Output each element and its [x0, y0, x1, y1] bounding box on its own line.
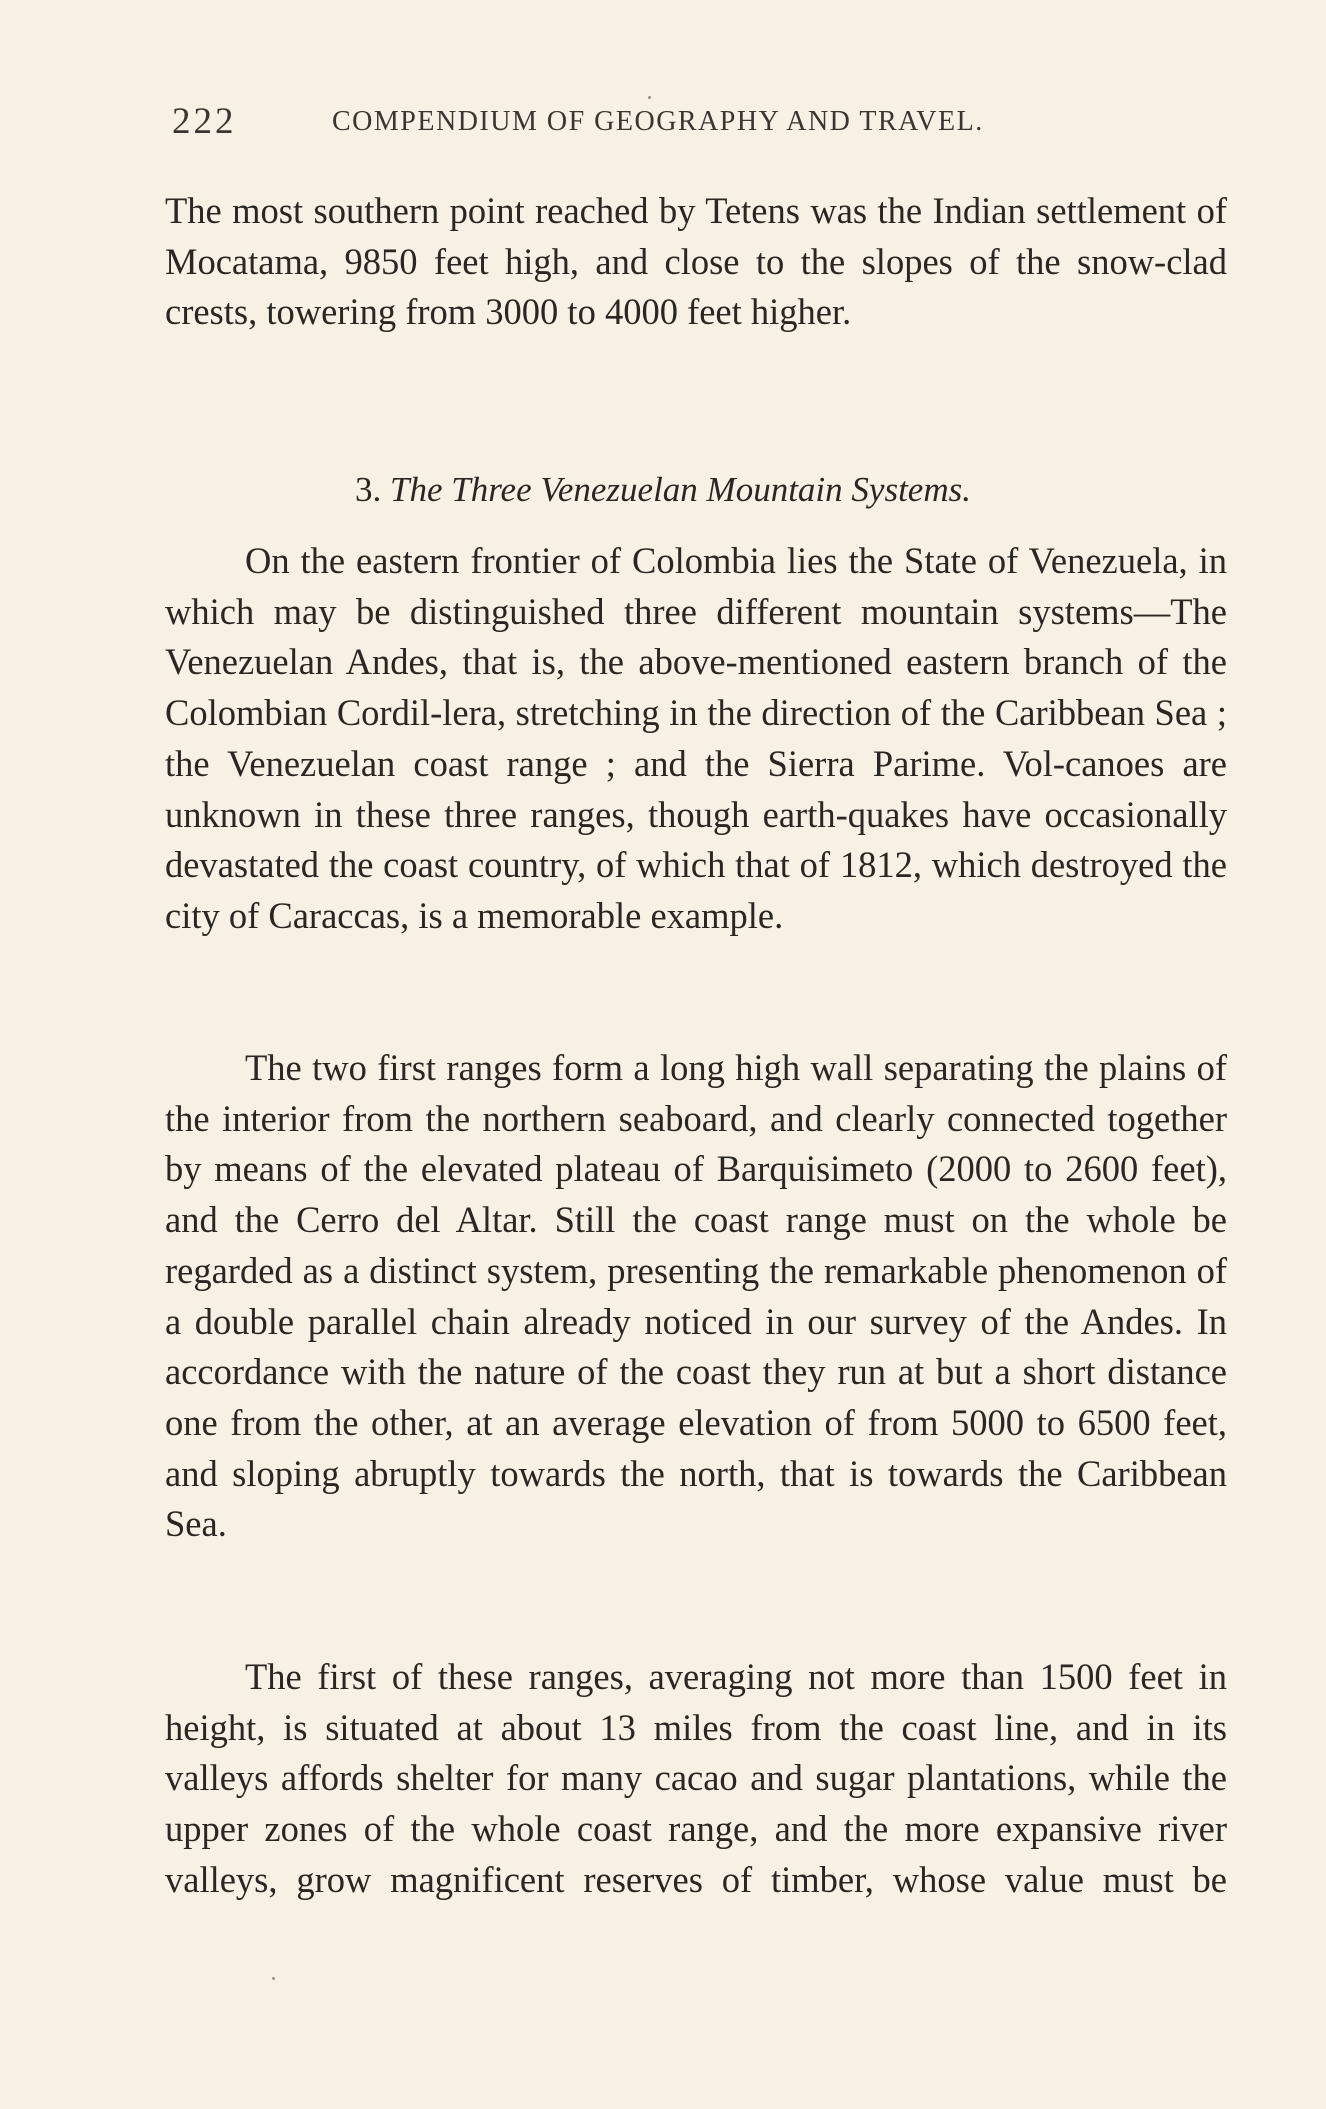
- paragraph-first-range: The first of these ranges, averaging not more than 1500 feet in height, is situated at about 13 miles from the coast line, and in its valleys affords shelter for many cacao and sugar plantations, while the upper zones of the whole coast range, and the more expansive river valleys, grow magnificent reserves of timber, whose value must be: [165, 1656, 1227, 1900]
- paragraph-two-ranges: The two first ranges form a long high wall separating the plains of the interior from the northern seaboard, and clearly connected together by means of the elevated plateau of Barquisimeto (2000 to 2600 feet), and the Cerro del Altar. Still the coast range must on the whole be regarded as a distinct system, presenting the remarkable phenomenon of a double parallel chain already noticed in our survey of the Andes. In accordance with the nature of the coast they run at but a short distance one from the other, at an average elevation of from 5000 to 6500 feet, and sloping abruptly towards the north, that is towards the Caribbean Sea.: [165, 1047, 1227, 1545]
- paper-speck: [648, 96, 651, 99]
- page-number: 222: [172, 101, 237, 142]
- page-header: [172, 100, 1232, 150]
- paragraph-tetens: The most southern point reached by Tetens was the Indian settlement of Mocatama, 9850 feet high, and close to the slopes of the snow-clad crests, towering from 3000 to 4000 feet higher.: [165, 190, 1227, 333]
- section-title: The Three Venezuelan Mountain Systems.: [390, 470, 971, 509]
- section-number: 3.: [355, 470, 382, 509]
- paper-speck: [272, 1977, 275, 1980]
- section-heading: [0, 468, 1326, 512]
- running-head: COMPENDIUM OF GEOGRAPHY AND TRAVEL.: [332, 106, 984, 137]
- paragraph-venezuela: On the eastern frontier of Colombia lies the State of Venezuela, in which may be distinguished three different mountain systems—The Venezuelan Andes, that is, the above-mentioned eastern branch of the Colombian Cordil-lera, stretching in the direction of the Caribbean Sea ; the Venezuelan coast range ; and the Sierra Parime. Vol-canoes are unknown in these three ranges, though earth-quakes have occasionally devastated the coast country, of which that of 1812, which destroyed the city of Caraccas, is a memorable example.: [165, 540, 1227, 936]
